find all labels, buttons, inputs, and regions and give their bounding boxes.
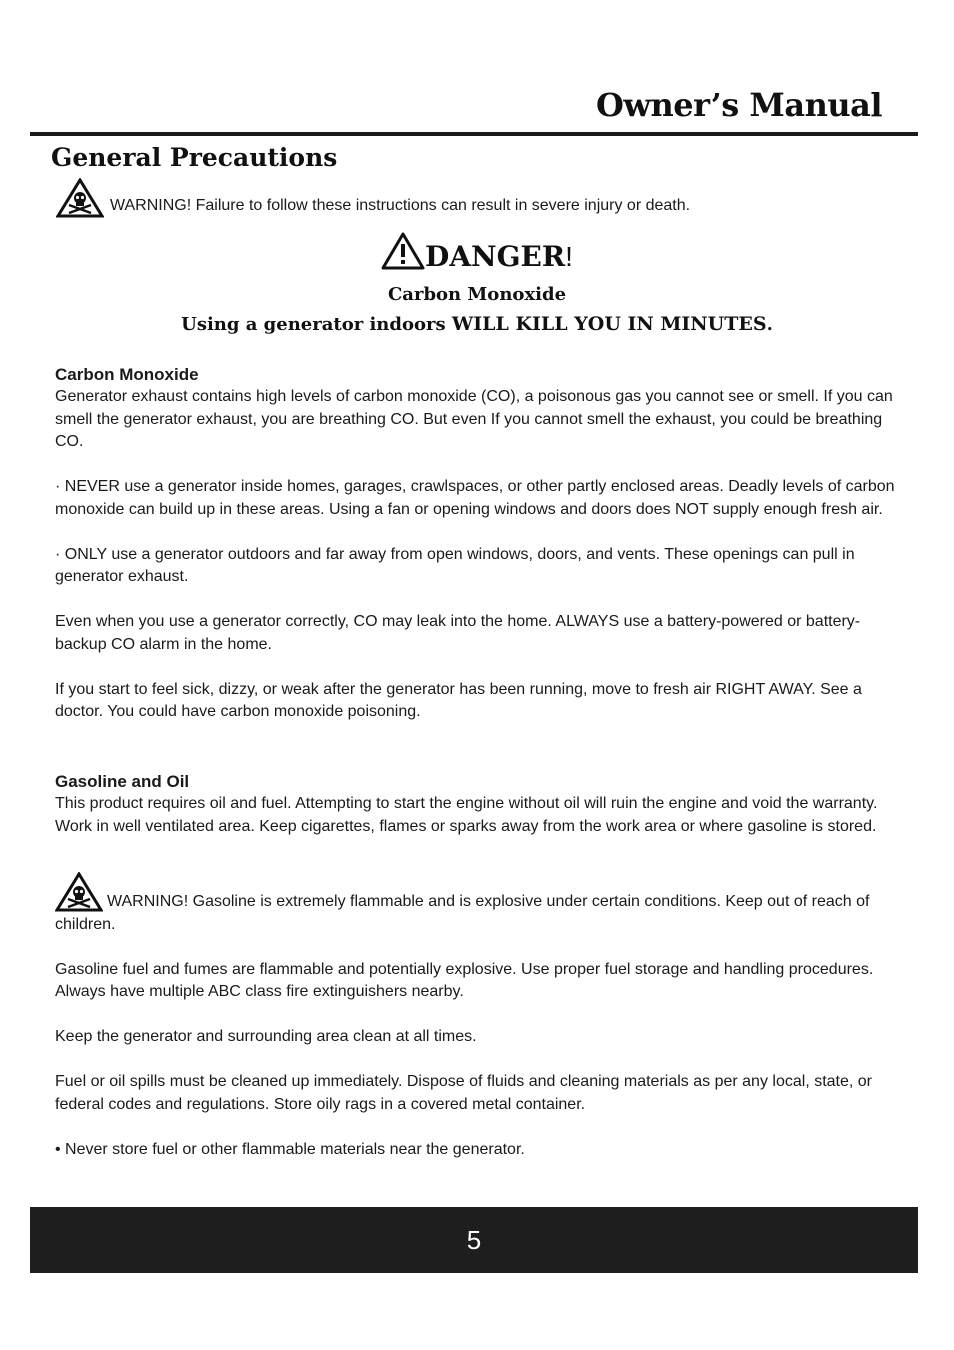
danger-message-lead: Using a generator indoors — [181, 314, 446, 335]
danger-message — [0, 309, 954, 340]
paragraph: Even when you use a generator correctly, CO may leak into the home. ALWAYS use a battery-powered or battery-backup CO alarm in the home. — [55, 613, 861, 653]
gasoline-heading: Gasoline and Oil — [55, 772, 190, 791]
paragraph: Fuel or oil spills must be cleaned up immediately. Dispose of fluids and cleaning materials as per any local, state, or federal codes and regulations. Store oily rags in a covered metal container. — [55, 1073, 872, 1113]
paragraph: · ONLY use a generator outdoors and far away from open windows, doors, and vents. These openings can pull in generator exhaust. — [55, 545, 855, 585]
paragraph: · NEVER use a generator inside homes, garages, crawlspaces, or other partly enclosed areas. Deadly levels of carbon monoxide can build up in these areas. Using a fan or opening windows and doors does NOT supply enough fresh air. — [55, 478, 895, 518]
paragraph: This product requires oil and fuel. Attempting to start the engine without oil will ruin the engine and void the warranty. Work in well ventilated area. Keep cigarettes, flames or sparks away from the work area or where gasoline is stored. — [55, 795, 878, 835]
footer-bar — [30, 1207, 918, 1273]
danger-label: DANGER — [425, 240, 566, 273]
carbon-monoxide-heading: Carbon Monoxide — [55, 365, 199, 384]
danger-message-end: . — [766, 314, 773, 335]
exclamation-triangle-icon — [381, 232, 425, 270]
bullet-item: • Never store fuel or other flammable materials near the generator. — [55, 1140, 525, 1158]
gasoline-warning-text: WARNING! Gasoline is extremely flammable and is explosive under certain conditions. Keep out of reach of children. — [55, 893, 870, 933]
carbon-monoxide-section — [55, 364, 900, 746]
skull-warning-icon — [56, 178, 104, 218]
paragraph: Gasoline fuel and fumes are flammable and potentially explosive. Use proper fuel storage and handling procedures. Always have multiple ABC class fire extinguishers nearby. — [55, 960, 874, 1000]
gasoline-section — [55, 771, 900, 1184]
page-header-title: Owner’s Manual — [596, 86, 882, 124]
top-warning — [56, 178, 690, 218]
skull-warning-icon — [55, 872, 103, 912]
top-warning-text: WARNING! Failure to follow these instructions can result in severe injury or death. — [110, 197, 691, 214]
danger-exclamation: ! — [565, 241, 573, 272]
gasoline-warning — [55, 872, 900, 936]
page-number: 5 — [466, 1225, 482, 1255]
header-divider — [30, 132, 918, 136]
danger-heading — [0, 232, 954, 275]
paragraph: If you start to feel sick, dizzy, or weak after the generator has been running, move to fresh air RIGHT AWAY. See a doctor. You could have carbon monoxide poisoning. — [55, 680, 862, 720]
danger-message-caps: WILL KILL YOU IN MINUTES — [451, 313, 767, 335]
paragraph: Keep the generator and surrounding area clean at all times. — [55, 1028, 477, 1045]
section-title: General Precautions — [51, 143, 338, 172]
paragraph: Generator exhaust contains high levels of carbon monoxide (CO), a poisonous gas you cannot see or smell. If you can smell the generator exhaust, you are breathing CO. But even If you cannot smell the exhaust, you could be breathing CO. — [55, 388, 893, 450]
danger-subtitle: Carbon Monoxide — [387, 284, 567, 305]
danger-notice — [0, 232, 954, 340]
